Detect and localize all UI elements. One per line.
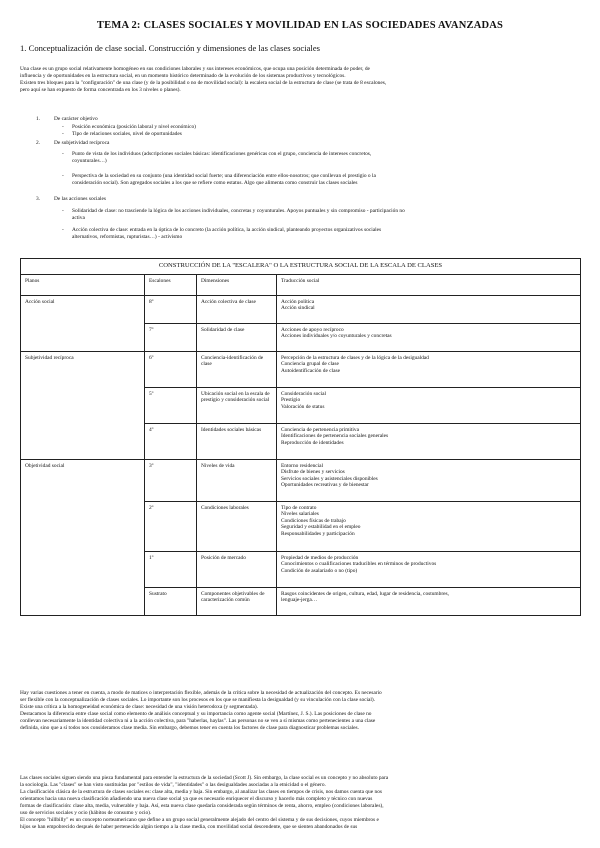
- text-line: Servicios sociales y asistenciales disponibles: [281, 475, 378, 482]
- text-line: Perspectiva de la sociedad en su conjunto (una identidad social fuerte; una diferenciación entre ellos-nosotros; que conllevan el prestigio o la: [72, 173, 376, 179]
- text-line: Disfrute de bienes y servicios: [281, 469, 345, 476]
- table-heading: CONSTRUCCIÓN DE LA "ESCALERA" O LA ESTRUCTURA SOCIAL DE LA ESCALA DE CLASES: [21, 259, 581, 275]
- text-line: orientamos hacia una nueva clasificación añadiendo una nueva clase social ya que es necesario enriquecer el discurso y hacerlo más completo y técnico con nuevas: [20, 796, 373, 802]
- text-line: Conciencia de pertenencia primitiva: [281, 426, 359, 433]
- text-line: Condición de asalariado o no (tipo): [281, 567, 358, 574]
- translation-cell: [277, 459, 581, 501]
- discussion-paragraph: [20, 690, 580, 732]
- plane-cell: Acción social: [21, 295, 145, 351]
- text-line: alternativos, reformistas, rupturistas…) - activismo: [72, 234, 183, 240]
- text-line: Oportunidades recreativas y de bienestar: [281, 482, 369, 489]
- list-label: De subjetividad recíproca: [54, 140, 110, 146]
- text-line: Solidaridad de clase: no trasciende la lógica de los acciones individuales, concretas y coyunturales. Apoyos puntuales y sin compromiso - participación no: [72, 208, 405, 214]
- text-line: pero aquí se han expuesto de forma concentrada en los 3 niveles o planes).: [20, 87, 181, 93]
- translation-cell: [277, 295, 581, 323]
- list-item: [72, 151, 577, 165]
- intro-paragraph: [20, 66, 580, 94]
- closing-paragraph: [20, 775, 580, 831]
- text-line: Percepción de la estructura de clases y de la lógica de la desigualdad: [281, 354, 429, 361]
- text-line: Acciones individuales y/o coyunturales y concretas: [281, 333, 392, 340]
- bullet-dash: -: [62, 131, 64, 137]
- step-cell: Sustrato: [145, 587, 197, 615]
- dimension-cell: Conciencia-identificación de clase: [197, 351, 277, 387]
- text-line: Acciones de apoyo recíproco: [281, 326, 344, 333]
- text-line: Acción colectiva de clase: entrada en la óptica de lo concreto (la acción política, la acción sindical, planteando proyectos organizativos sociales: [72, 227, 382, 233]
- dimension-cell: Componentes objetivables de caracterización común: [197, 587, 277, 615]
- text-line: Entorno residencial: [281, 462, 324, 469]
- dimension-cell: Posición de mercado: [197, 551, 277, 587]
- column-header: Traducción social: [277, 274, 581, 295]
- step-cell: 5º: [145, 387, 197, 423]
- dimension-cell: Solidaridad de clase: [197, 323, 277, 351]
- list-number: 1.: [36, 116, 41, 122]
- section-heading: 1. Conceptualización de clase social. Construcción y dimensiones de las clases sociales: [20, 43, 320, 53]
- text-line: Valoración de status: [281, 403, 325, 410]
- text-line: conllevan necesariamente la identidad colectiva ni a la acción colectiva, para "haberlas, haylas". Las personas no se ven a sí mismas como pertenecientes a una clase: [20, 718, 376, 724]
- text-line: la sociología. Las "clases" se han visto sustituidas por "estilos de vida", "identidades" o las desigualdades asociadas a la etnicidad o el género.: [20, 782, 326, 788]
- translation-cell: [277, 323, 581, 351]
- text-line: Prestigio: [281, 397, 301, 404]
- text-line: Destacamos la diferencia entre clase social como elemento de análisis conceptual y su importancia como agente social (Martínez, J. S.). Las posiciones de clase no: [20, 711, 372, 717]
- column-header: Escalones: [145, 274, 197, 295]
- text-line: coyunturales…): [72, 158, 107, 164]
- text-line: uso de servicios sociales y ocio (hábitos de consumo y ocio).: [20, 810, 152, 816]
- plane-cell: Subjetividad recíproca: [21, 351, 145, 459]
- step-cell: 4º: [145, 423, 197, 459]
- bullet-dash: -: [62, 173, 64, 179]
- dimension-cell: Niveles de vida: [197, 459, 277, 501]
- text-line: Punto de vista de los individuos (adscripciones sociales básicas: identificaciones genéricas con el grupo, conciencia de intereses concretos,: [72, 151, 372, 157]
- step-cell: 6º: [145, 351, 197, 387]
- text-line: Seguridad y estabilidad en el empleo: [281, 524, 361, 531]
- step-cell: 3º: [145, 459, 197, 501]
- text-line: Reproducción de identidades: [281, 439, 344, 446]
- column-header: Planos: [21, 274, 145, 295]
- class-ladder-table: [20, 258, 581, 616]
- translation-cell: [277, 351, 581, 387]
- table-row: [21, 295, 581, 323]
- text-line: Tipo de contrato: [281, 504, 317, 511]
- plane-cell: Objetividad social: [21, 459, 145, 615]
- translation-cell: [277, 387, 581, 423]
- text-line: Niveles salariales: [281, 511, 319, 518]
- text-line: lenguaje-jerga…: [281, 597, 318, 604]
- list-number: 3.: [36, 196, 41, 202]
- bullet-dash: -: [62, 227, 64, 233]
- text-line: Una clase es un grupo social relativamente homogéneo en sus condiciones laborales y sus intereses económicos, que ocupa una posición determinada de poder, de: [20, 66, 370, 72]
- text-line: Conocimientos o cualificaciones traducibles en términos de productivos: [281, 561, 437, 568]
- translation-cell: [277, 423, 581, 459]
- text-line: Propiedad de medios de producción: [281, 554, 359, 561]
- list-item: [72, 227, 577, 241]
- step-cell: 7º: [145, 323, 197, 351]
- step-cell: 8º: [145, 295, 197, 323]
- list-item: [72, 131, 577, 138]
- text-line: Hay varias cuestiones a tener en cuenta, a modo de matices o interpretación flexible, además de la crítica sobre la necesidad de actualización del concepto. Es necesario: [20, 690, 382, 696]
- dimension-cell: Identidades sociales básicas: [197, 423, 277, 459]
- list-label: De carácter objetivo: [54, 116, 98, 122]
- bullet-dash: -: [62, 124, 64, 130]
- bullet-dash: -: [62, 208, 64, 214]
- step-cell: 2º: [145, 501, 197, 551]
- text-line: Autoidentificación de clase: [281, 367, 340, 374]
- page-title: TEMA 2: CLASES SOCIALES Y MOVILIDAD EN LAS SOCIEDADES AVANZADAS: [96, 20, 504, 31]
- bullet-dash: -: [62, 151, 64, 157]
- column-header: Dimensiones: [197, 274, 277, 295]
- text-line: Las clases sociales siguen siendo una pieza fundamental para entender la estructura de la sociedad (Scott J). Sin embargo, la clase social es un concepto y no absoluto para: [20, 775, 389, 781]
- translation-cell: [277, 501, 581, 551]
- translation-cell: [277, 551, 581, 587]
- table-row: [21, 351, 581, 387]
- text-line: Conciencia grupal de clase: [281, 361, 339, 368]
- text-line: hijos se han empobrecido después de haber pertenecido algún tiempo a la clase media, con movilidad social descendente, que se sienten abandonados de sus: [20, 824, 358, 830]
- text-line: Condiciones físicas de trabajo: [281, 517, 346, 524]
- text-line: influencia y de oportunidades en la estructura social, en un momento histórico determinado de la evolución de los sistemas productivos y tecnológicos.: [20, 73, 346, 79]
- text-line: Tipo de relaciones sociales, nivel de oportunidades: [72, 131, 182, 137]
- text-line: Consideración social: [281, 390, 327, 397]
- text-line: ser flexible con la conceptualización de clases sociales. Lo importante son los procesos en los que se manifiesta la desigualdad (y su vinculación con la clase social).: [20, 697, 376, 703]
- list-number: 2.: [36, 140, 41, 146]
- text-line: Existe una crítica a la homogeneidad económica de clase: necesidad de una visión heterodoxa (y segmentada).: [20, 704, 258, 710]
- text-line: Posición económica (posición laboral y nivel económico): [72, 124, 196, 130]
- text-line: Existen tres bloques para la "configuración" de una clase (y de la posibilidad o no de movilidad social): la escalera social de la estructura de clase (se trata de 8 escalones,: [20, 80, 387, 86]
- text-line: Acción sindical: [281, 305, 315, 312]
- text-line: Responsabilidades y participación: [281, 530, 355, 537]
- text-line: La clasificación clásica de la estructura de clases sociales es: clase alta, media y baja. Sin embargo, al analizar las clases en tiempos de crisis, nos damos cuenta que nos: [20, 789, 382, 795]
- text-line: activa: [72, 215, 85, 221]
- translation-cell: [277, 587, 581, 615]
- text-line: consideración social). Son agregados sociales a los que se refiere como estatus. Algo que alimenta como construir las clases sociales: [72, 180, 358, 186]
- text-line: El concepto "hillbilly" es un concepto norteamericano que define a un grupo social generalmente alejado del centro del sistema y de sus decisiones, cuyos miembros e: [20, 817, 379, 823]
- text-line: formas de clasificación: clase alta, media, vulnerable y baja. Así, esta nueva clase quedaría considerada según términos de renta, ahorro, empleo (condiciones laborales),: [20, 803, 384, 809]
- text-line: Identificaciones de pertenencia sociales generales: [281, 433, 389, 440]
- list-item: [72, 173, 577, 187]
- dimension-cell: Ubicación social en la escala de prestigio y consideración social: [197, 387, 277, 423]
- text-line: definida, sino que a sí todos nos consideramos clase media. Sin embargo, debemos tener en cuenta los factores de clase para diagnosticar problemas sociales.: [20, 725, 359, 731]
- step-cell: 1º: [145, 551, 197, 587]
- dimension-cell: Condiciones laborales: [197, 501, 277, 551]
- text-line: Acción política: [281, 298, 315, 305]
- text-line: Rasgos coincidentes de origen, cultura, edad, lugar de residencia, costumbres,: [281, 590, 449, 597]
- list-item: [72, 208, 577, 222]
- table-row: [21, 459, 581, 501]
- list-item: [72, 124, 577, 131]
- list-label: De las acciones sociales: [54, 196, 106, 202]
- dimension-cell: Acción colectiva de clase: [197, 295, 277, 323]
